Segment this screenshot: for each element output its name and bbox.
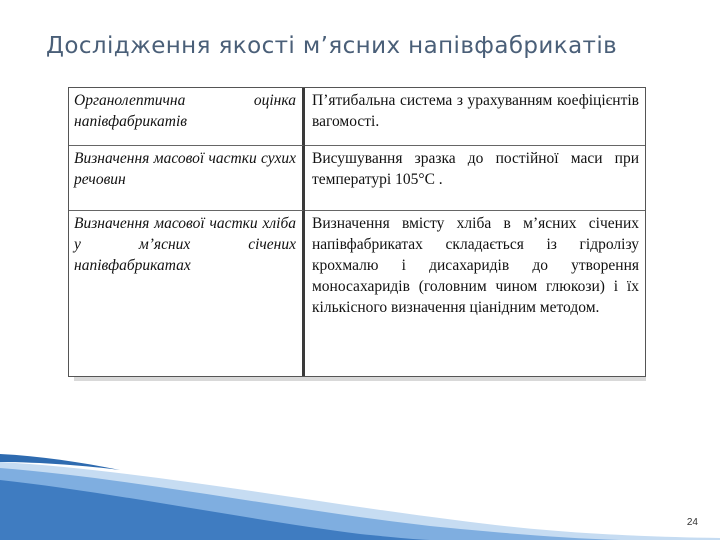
table-row-3-method: Визначення масової частки хліба у м’ясних січених напівфабрикатах — [69, 210, 305, 376]
table-row-3-description: Визначення вмісту хліба в м’ясних січених напівфабрикатах складається із гідролізу крохмалю і дисахаридів до утворення моносахаридів (головним чином глюкози) і їх кількісного визначення ціанідним методом. — [305, 210, 645, 376]
table-row-1-method: Органолептична оцінка напівфабрикатів — [69, 88, 305, 145]
table-row-2-method: Визначення масової частки сухих речовин — [69, 145, 305, 210]
table-row-2-description: Висушування зразка до постійної маси при температурі 105°С . — [305, 145, 645, 210]
methods-table — [68, 87, 646, 377]
table-shadow — [74, 377, 646, 381]
wave-decoration — [0, 440, 720, 540]
page-number: 24 — [686, 517, 698, 528]
slide-title: Дослідження якості м’ясних напівфабрикатів — [46, 33, 618, 59]
table-row-1-description: П’ятибальна система з урахуванням коефіцієнтів вагомості. — [312, 92, 639, 130]
